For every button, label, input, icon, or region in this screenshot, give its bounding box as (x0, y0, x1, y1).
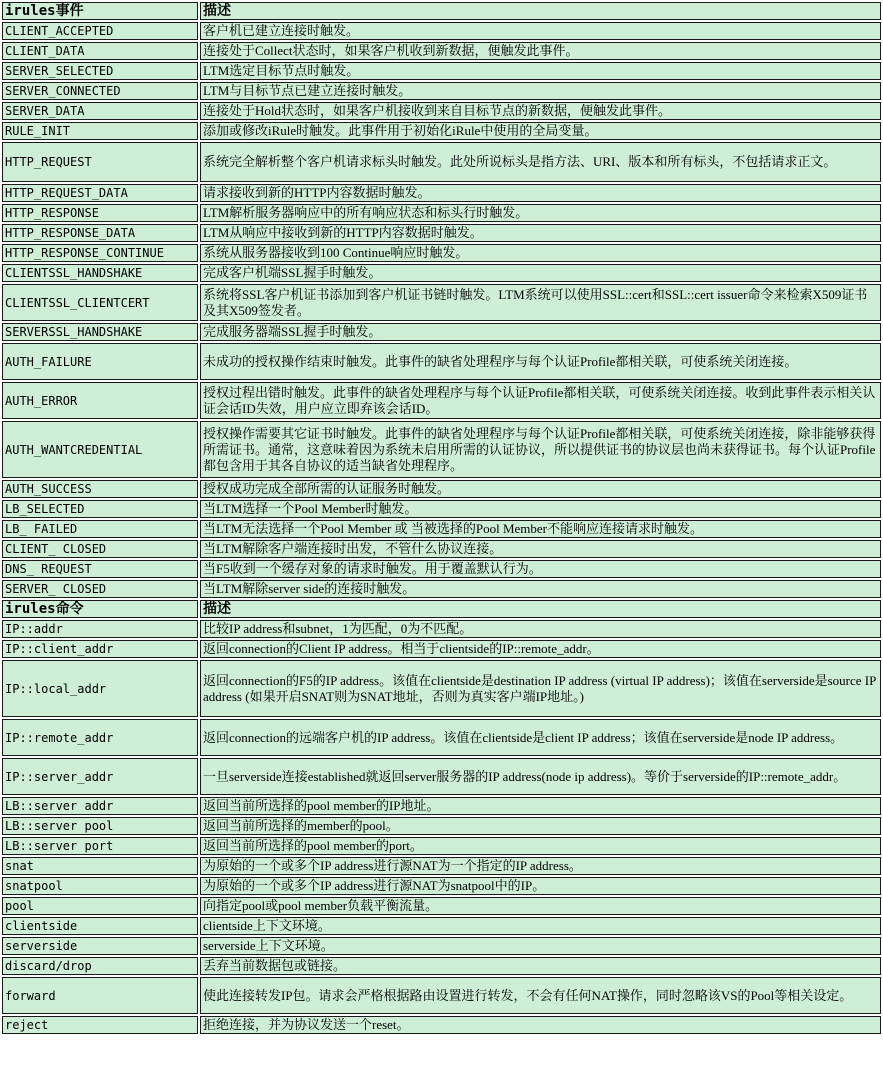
commands-desc: 一旦serverside连接established就返回server服务器的IP address(node ip address)。等价于serverside的IP::remote_addr。 (200, 758, 881, 795)
commands-header-name: irules命令 (2, 600, 198, 618)
commands-desc: clientside上下文环境。 (200, 917, 881, 935)
commands-desc: 向指定pool或pool member负载平衡流量。 (200, 897, 881, 915)
events-row (2, 500, 881, 518)
events-name: HTTP_RESPONSE_DATA (2, 224, 198, 242)
events-desc: 当LTM解除客户端连接时出发，不管什么协议连接。 (200, 540, 881, 558)
events-desc: 系统从服务器接收到100 Continue响应时触发。 (200, 244, 881, 262)
commands-name: IP::remote_addr (2, 719, 198, 756)
commands-desc: 为原始的一个或多个IP address进行源NAT为一个指定的IP address。 (200, 857, 881, 875)
events-name: CLIENT_ACCEPTED (2, 22, 198, 40)
commands-row (2, 719, 881, 756)
events-name: AUTH_WANTCREDENTIAL (2, 421, 198, 478)
commands-desc: 返回当前所选择的pool member的port。 (200, 837, 881, 855)
events-row (2, 382, 881, 419)
commands-row (2, 857, 881, 875)
commands-desc: 比较IP address和subnet，1为匹配，0为不匹配。 (200, 620, 881, 638)
commands-row (2, 620, 881, 638)
events-name: CLIENT_DATA (2, 42, 198, 60)
commands-name: IP::client_addr (2, 640, 198, 658)
commands-desc: 返回connection的Client IP address。相当于clientside的IP::remote_addr。 (200, 640, 881, 658)
events-row (2, 520, 881, 538)
commands-name: IP::addr (2, 620, 198, 638)
commands-row (2, 758, 881, 795)
commands-desc: 返回connection的远端客户机的IP address。该值在clientside是client IP address；该值在serverside是node IP address。 (200, 719, 881, 756)
commands-name: LB::server pool (2, 817, 198, 835)
events-row (2, 284, 881, 321)
events-row (2, 323, 881, 341)
commands-row (2, 937, 881, 955)
commands-row (2, 957, 881, 975)
events-name: DNS_ REQUEST (2, 560, 198, 578)
commands-header-row (2, 600, 881, 618)
events-name: CLIENTSSL_CLIENTCERT (2, 284, 198, 321)
commands-name: clientside (2, 917, 198, 935)
events-desc: 当LTM无法选择一个Pool Member 或 当被选择的Pool Member不能响应连接请求时触发。 (200, 520, 881, 538)
commands-row (2, 660, 881, 717)
commands-row (2, 797, 881, 815)
commands-desc: 丢弃当前数据包或链接。 (200, 957, 881, 975)
commands-row (2, 837, 881, 855)
commands-name: snatpool (2, 877, 198, 895)
events-row (2, 122, 881, 140)
events-row (2, 142, 881, 182)
commands-desc: serverside上下文环境。 (200, 937, 881, 955)
commands-row (2, 917, 881, 935)
events-name: LB_SELECTED (2, 500, 198, 518)
events-name: SERVER_CONNECTED (2, 82, 198, 100)
events-row (2, 480, 881, 498)
events-name: HTTP_RESPONSE (2, 204, 198, 222)
events-name: CLIENT_ CLOSED (2, 540, 198, 558)
events-name: RULE_INIT (2, 122, 198, 140)
events-desc: 系统将SSL客户机证书添加到客户机证书链时触发。LTM系统可以使用SSL::cert和SSL::cert issuer命令来检索X509证书及其X509签发者。 (200, 284, 881, 321)
events-row (2, 204, 881, 222)
events-desc: 授权操作需要其它证书时触发。此事件的缺省处理程序与每个认证Profile都相关联，可使系统关闭连接，除非能够获得所需证书。通常，这意味着因为系统未启用所需的认证协议，所以提供证书的协议层也尚未获得证书。每个认证Profile都包含用于其各自协议的适当缺省处理程序。 (200, 421, 881, 478)
events-name: AUTH_ERROR (2, 382, 198, 419)
events-header-name: irules事件 (2, 2, 198, 20)
events-row (2, 224, 881, 242)
events-desc: 添加或修改iRule时触发。此事件用于初始化iRule中使用的全局变量。 (200, 122, 881, 140)
events-row (2, 22, 881, 40)
commands-desc: 返回当前所选择的pool member的IP地址。 (200, 797, 881, 815)
commands-desc: 拒绝连接，并为协议发送一个reset。 (200, 1016, 881, 1034)
events-row (2, 560, 881, 578)
events-row (2, 102, 881, 120)
events-name: SERVER_SELECTED (2, 62, 198, 80)
events-desc: 系统完全解析整个客户机请求标头时触发。此处所说标头是指方法、URI、版本和所有标头，不包括请求正文。 (200, 142, 881, 182)
events-row (2, 244, 881, 262)
commands-name: LB::server addr (2, 797, 198, 815)
commands-name: LB::server port (2, 837, 198, 855)
events-row (2, 62, 881, 80)
events-desc: 当F5收到一个缓存对象的请求时触发。用于覆盖默认行为。 (200, 560, 881, 578)
events-desc: 完成服务器端SSL握手时触发。 (200, 323, 881, 341)
events-desc: 完成客户机端SSL握手时触发。 (200, 264, 881, 282)
events-name: SERVERSSL_HANDSHAKE (2, 323, 198, 341)
commands-row (2, 897, 881, 915)
events-desc: 请求接收到新的HTTP内容数据时触发。 (200, 184, 881, 202)
events-row (2, 580, 881, 598)
commands-name: reject (2, 1016, 198, 1034)
events-header-row (2, 2, 881, 20)
events-name: HTTP_REQUEST_DATA (2, 184, 198, 202)
commands-desc: 返回当前所选择的member的pool。 (200, 817, 881, 835)
commands-desc: 返回connection的F5的IP address。该值在clientside是destination IP address (virtual IP address)；该值在serverside是source IP address (如果开启SNAT则为SNAT地址，否则为真实客户端IP地址。) (200, 660, 881, 717)
events-name: CLIENTSSL_HANDSHAKE (2, 264, 198, 282)
events-row (2, 343, 881, 380)
events-row (2, 184, 881, 202)
commands-name: IP::server_addr (2, 758, 198, 795)
events-row (2, 82, 881, 100)
commands-row (2, 817, 881, 835)
commands-name: snat (2, 857, 198, 875)
events-name: LB_ FAILED (2, 520, 198, 538)
events-desc: LTM与目标节点已建立连接时触发。 (200, 82, 881, 100)
events-desc: 授权过程出错时触发。此事件的缺省处理程序与每个认证Profile都相关联，可使系统关闭连接。收到此事件表示相关认证会话ID失效，用户应立即弃该会话ID。 (200, 382, 881, 419)
commands-row (2, 877, 881, 895)
events-desc: LTM解析服务器响应中的所有响应状态和标头行时触发。 (200, 204, 881, 222)
events-desc: LTM选定目标节点时触发。 (200, 62, 881, 80)
commands-row (2, 1016, 881, 1034)
commands-name: serverside (2, 937, 198, 955)
commands-name: IP::local_addr (2, 660, 198, 717)
events-row (2, 42, 881, 60)
events-row (2, 264, 881, 282)
events-name: AUTH_SUCCESS (2, 480, 198, 498)
events-desc: 当LTM选择一个Pool Member时触发。 (200, 500, 881, 518)
events-desc: 未成功的授权操作结束时触发。此事件的缺省处理程序与每个认证Profile都相关联，可使系统关闭连接。 (200, 343, 881, 380)
events-name: SERVER_ CLOSED (2, 580, 198, 598)
events-name: SERVER_DATA (2, 102, 198, 120)
commands-desc: 使此连接转发IP包。请求会严格根据路由设置进行转发，不会有任何NAT操作，同时忽略该VS的Pool等相关设定。 (200, 977, 881, 1014)
events-desc: 授权成功完成全部所需的认证服务时触发。 (200, 480, 881, 498)
events-row (2, 540, 881, 558)
events-desc: 当LTM解除server side的连接时触发。 (200, 580, 881, 598)
events-desc: 连接处于Collect状态时，如果客户机收到新数据，便触发此事件。 (200, 42, 881, 60)
commands-row (2, 640, 881, 658)
events-name: HTTP_REQUEST (2, 142, 198, 182)
events-header-desc: 描述 (200, 2, 881, 20)
commands-name: discard/drop (2, 957, 198, 975)
commands-desc: 为原始的一个或多个IP address进行源NAT为snatpool中的IP。 (200, 877, 881, 895)
commands-name: pool (2, 897, 198, 915)
events-row (2, 421, 881, 478)
commands-header-desc: 描述 (200, 600, 881, 618)
events-desc: 客户机已建立连接时触发。 (200, 22, 881, 40)
events-name: HTTP_RESPONSE_CONTINUE (2, 244, 198, 262)
commands-row (2, 977, 881, 1014)
events-desc: LTM从响应中接收到新的HTTP内容数据时触发。 (200, 224, 881, 242)
commands-name: forward (2, 977, 198, 1014)
events-desc: 连接处于Hold状态时，如果客户机接收到来自目标节点的新数据，便触发此事件。 (200, 102, 881, 120)
events-name: AUTH_FAILURE (2, 343, 198, 380)
